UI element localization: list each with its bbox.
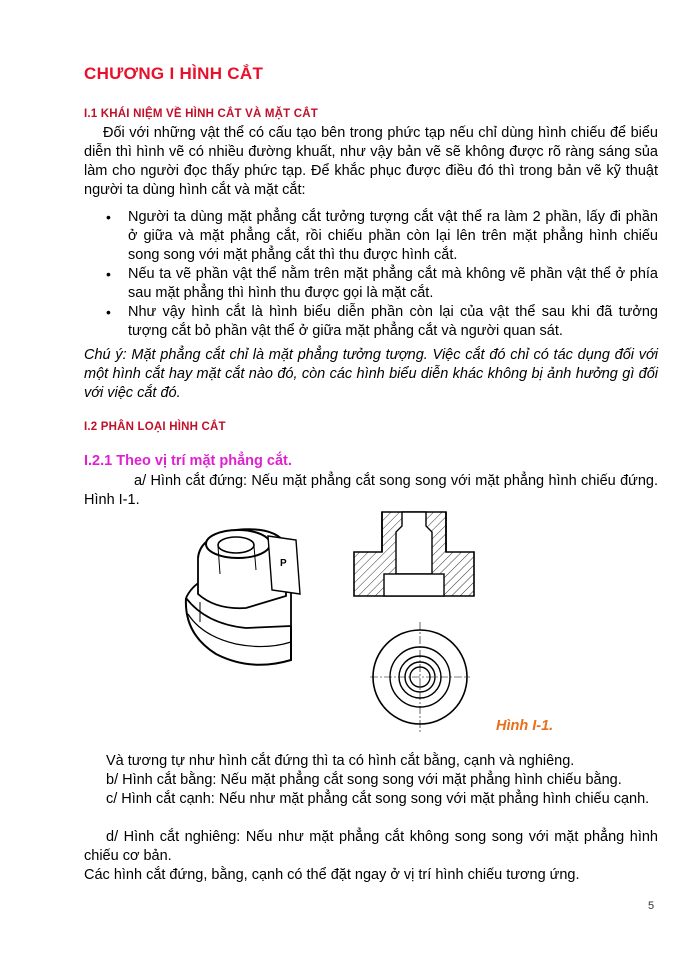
page-number: 5 <box>648 900 655 912</box>
item-a-text: a/ Hình cắt đứng: Nếu mặt phẳng cắt song song với mặt phẳng hình chiếu đứng. Hình I-1. <box>84 473 658 508</box>
isometric-section-drawing <box>176 514 326 674</box>
closing-text: Các hình cắt đứng, bằng, cạnh có thể đặt ngay ở vị trí hình chiếu tương ứng. <box>84 867 580 883</box>
bullet-item: • Như vậy hình cắt là hình biểu diễn phần còn lại của vật thể sau khi đã tưởng tượng cắt bỏ phần vật thể ở giữa mặt phẳng cắt và người quan sát. <box>106 303 658 341</box>
bullet-item: • Người ta dùng mặt phẳng cắt tưởng tượng cắt vật thể ra làm 2 phần, lấy đi phần ở giữa và mặt phẳng cắt, rồi chiếu phần còn lại lên trên mặt phẳng hình chiếu song song với mặt phẳng cắt thì thu được hình cắt. <box>106 208 658 265</box>
item-b-text: b/ Hình cắt bằng: Nếu mặt phẳng cắt song song với mặt phẳng hình chiếu bằng. <box>106 772 622 788</box>
subsection-heading: I.2.1 Theo vị trí mặt phẳng cắt. <box>84 453 292 469</box>
item-c-text: c/ Hình cắt cạnh: Nếu như mặt phẳng cắt song song với mặt phẳng hình chiếu cạnh. <box>106 791 650 807</box>
plane-label-p: P <box>280 558 287 569</box>
after-figure-text: Và tương tự như hình cắt đứng thì ta có hình cắt bằng, cạnh và nghiêng. <box>106 753 575 769</box>
section-2-heading: I.2 PHÂN LOẠI HÌNH CẮT <box>84 421 226 433</box>
item-d-text: d/ Hình cắt nghiêng: Nếu như mặt phẳng cắt không song song với mặt phẳng hình chiếu cơ bản. <box>84 829 658 864</box>
figure-caption: Hình I-1. <box>496 718 554 734</box>
section-1-intro: Đối với những vật thể có cấu tạo bên trong phức tạp nếu chỉ dùng hình chiếu để biểu diễn thì hình vẽ có nhiều đường khuất, như vậy bản vẽ sẽ không được rõ ràng sáng sủa làm cho người đọc thấy phức tạp. Để khắc phục được điều đó thì trong bản vẽ kỹ thuật người ta dùng hình cắt và mặt cắt: <box>84 125 658 198</box>
section-1-heading: I.1 KHÁI NIỆM VỀ HÌNH CẮT VÀ MẶT CẮT <box>84 108 319 120</box>
front-section-view <box>344 508 484 608</box>
top-view-circles <box>370 622 470 732</box>
concept-bullet-list <box>106 208 658 341</box>
chapter-title: CHƯƠNG I HÌNH CẮT <box>84 64 264 83</box>
bullet-item: • Nếu ta vẽ phần vật thể nằm trên mặt phẳng cắt mà không vẽ phần vật thể ở phía sau mặt phẳng thì hình thu được gọi là mặt cắt. <box>106 265 658 303</box>
note-paragraph: Chú ý: Mặt phẳng cắt chỉ là mặt phẳng tưởng tượng. Việc cắt đó chỉ có tác dụng đối với một hình cắt hay mặt cắt nào đó, còn các hình biểu diễn khác không bị ảnh hưởng gì đối với việc cắt đó. <box>84 347 658 401</box>
